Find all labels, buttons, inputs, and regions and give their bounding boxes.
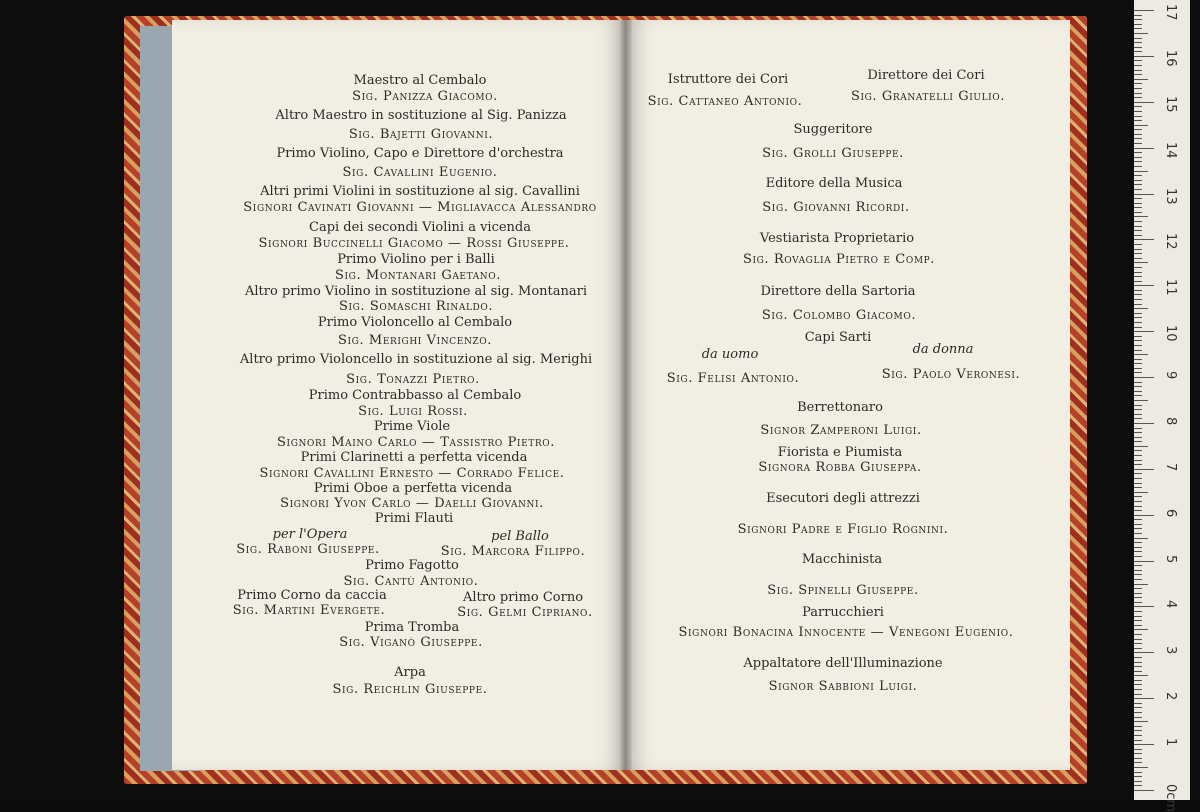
ruler-tick (1134, 680, 1142, 681)
left-page-line: Primo Violino, Capo e Direttore d'orchestra (276, 146, 564, 161)
right-page-line: Vestiarista Proprietario (759, 231, 915, 246)
ruler-tick (1134, 574, 1142, 575)
ruler-tick (1134, 313, 1142, 314)
ruler-number: 3 (1163, 646, 1178, 655)
ruler-tick (1134, 551, 1142, 552)
ruler-tick (1134, 606, 1154, 607)
ruler-tick (1134, 207, 1142, 208)
ruler-tick (1134, 790, 1154, 791)
left-page-line: Sig. Gelmi Cipriano. (457, 605, 593, 620)
left-page-line: Sig. Viganò Giuseppe. (339, 635, 483, 650)
ruler-tick (1134, 70, 1142, 71)
right-page-line: Fiorista e Piumista (777, 445, 903, 460)
measuring-ruler (1134, 0, 1190, 812)
left-page-line: Sig. Cavallini Eugenio. (342, 165, 498, 180)
ruler-tick (1134, 524, 1142, 525)
ruler-tick (1134, 487, 1142, 488)
ruler-tick (1134, 198, 1142, 199)
right-page-line: Direttore della Sartoria (760, 284, 916, 299)
ruler-tick (1134, 588, 1142, 589)
ruler-tick (1134, 469, 1154, 470)
left-page-line: Signori Yvon Carlo — Daelli Giovanni. (280, 496, 544, 511)
right-page-line: Signori Bonacina Innocente — Venegoni Eugenio. (678, 625, 1014, 640)
ruler-tick (1134, 203, 1142, 204)
ruler-tick (1134, 216, 1148, 217)
ruler-tick (1134, 597, 1142, 598)
left-page-line: Sig. Bajetti Giovanni. (348, 127, 494, 142)
ruler-tick (1134, 354, 1148, 355)
ruler-tick (1134, 437, 1142, 438)
left-page-line: Primo Violino per i Balli (337, 252, 495, 267)
left-page-line: Sig. Reichlin Giuseppe. (332, 682, 488, 697)
ruler-tick (1134, 405, 1142, 406)
left-page-line: Sig. Cantù Antonio. (343, 574, 479, 589)
left-page-line: Arpa (394, 665, 426, 680)
ruler-tick (1134, 377, 1154, 378)
ruler-tick (1134, 83, 1142, 84)
ruler-tick (1134, 547, 1142, 548)
ruler-tick (1134, 460, 1142, 461)
ruler-tick (1134, 538, 1148, 539)
ruler-tick (1134, 10, 1154, 11)
ruler-tick (1134, 235, 1142, 236)
ruler-tick (1134, 171, 1148, 172)
ruler-tick (1134, 382, 1142, 383)
ruler-tick (1134, 340, 1142, 341)
ruler-tick (1134, 611, 1142, 612)
left-page-line: Altro primo Violoncello in sostituzione al sig. Merighi (239, 352, 593, 367)
ruler-number: 13 (1163, 187, 1178, 205)
right-page-line: Capi Sarti (804, 330, 872, 345)
ruler-tick (1134, 221, 1142, 222)
left-page-line: Sig. Raboni Giuseppe. (236, 542, 380, 557)
ruler-tick (1134, 418, 1142, 419)
ruler-tick (1134, 423, 1154, 424)
ruler-tick (1134, 666, 1142, 667)
ruler-tick (1134, 276, 1142, 277)
ruler-tick (1134, 432, 1142, 433)
ruler-tick (1134, 721, 1148, 722)
ruler-tick (1134, 166, 1142, 167)
ruler-number: 8 (1163, 416, 1178, 426)
left-page-line: Signori Maino Carlo — Tassistro Pietro. (277, 435, 555, 450)
ruler-tick (1134, 134, 1142, 135)
ruler-tick (1134, 675, 1148, 676)
ruler-tick (1134, 272, 1142, 273)
ruler-tick (1134, 730, 1142, 731)
ruler-tick (1134, 65, 1142, 66)
right-page-line: Macchinista (801, 552, 883, 567)
ruler-tick (1134, 24, 1142, 25)
left-page-line: Primo Corno da caccia (237, 588, 387, 603)
ruler-tick (1134, 175, 1142, 176)
left-page-line: Primo Contrabbasso al Cembalo (308, 388, 522, 403)
ruler-tick (1134, 106, 1142, 107)
right-page-line: Appaltatore dell'Illuminazione (743, 656, 943, 671)
ruler-tick (1134, 707, 1142, 708)
ruler-tick (1134, 74, 1142, 75)
ruler-tick (1134, 15, 1142, 16)
ruler-tick (1134, 625, 1142, 626)
ruler-tick (1134, 152, 1142, 153)
right-page-line: Sig. Spinelli Giuseppe. (767, 583, 919, 598)
ruler-tick (1134, 556, 1142, 557)
ruler-tick (1134, 47, 1142, 48)
left-page-line: Sig. Panizza Giacomo. (352, 89, 498, 104)
ruler-tick (1134, 331, 1154, 332)
ruler-tick (1134, 639, 1142, 640)
ruler-tick (1134, 506, 1142, 507)
left-page (172, 20, 626, 770)
right-page-line: Sig. Felisi Antonio. (666, 371, 800, 386)
ruler-tick (1134, 602, 1142, 603)
ruler-tick (1134, 652, 1154, 653)
ruler-tick (1134, 161, 1142, 162)
ruler-number: 17 (1163, 4, 1178, 21)
left-page-line: Altro primo Corno (462, 590, 584, 605)
ruler-tick (1134, 19, 1142, 20)
ruler-number: 9 (1163, 371, 1178, 380)
ruler-number: 5 (1163, 554, 1178, 563)
left-page-line: Capi dei secondi Violini a vicenda (309, 220, 531, 235)
ruler-tick (1134, 368, 1142, 369)
ruler-tick (1134, 455, 1142, 456)
ruler-tick (1134, 42, 1142, 43)
ruler-tick (1134, 304, 1142, 305)
ruler-tick (1134, 533, 1142, 534)
ruler-tick (1134, 285, 1154, 286)
ruler-number: 7 (1163, 462, 1178, 472)
ruler-tick (1134, 528, 1142, 529)
ruler-tick (1134, 372, 1142, 373)
ruler-tick (1134, 51, 1142, 52)
ruler-tick (1134, 322, 1142, 323)
left-page-line: Sig. Marcora Filippo. (440, 544, 586, 559)
ruler-tick (1134, 212, 1142, 213)
right-page-line: Signora Robba Giuseppa. (758, 460, 922, 475)
ruler-tick (1134, 189, 1142, 190)
ruler-tick (1134, 740, 1142, 741)
ruler-tick (1134, 762, 1142, 763)
ruler-tick (1134, 60, 1142, 61)
ruler-tick (1134, 698, 1154, 699)
ruler-tick (1134, 184, 1142, 185)
ruler-number: 6 (1163, 508, 1178, 517)
ruler-tick (1134, 561, 1154, 562)
ruler-tick (1134, 767, 1148, 768)
ruler-number: 16 (1163, 49, 1178, 67)
ruler-tick (1134, 496, 1142, 497)
ruler-tick (1134, 616, 1142, 617)
right-page-line: Sig. Colombo Giacomo. (761, 308, 917, 323)
right-page-line: Istruttore dei Cori (667, 72, 789, 87)
ruler-tick (1134, 441, 1142, 442)
ruler-tick (1134, 129, 1142, 130)
ruler-tick (1134, 294, 1142, 295)
ruler-tick (1134, 414, 1142, 415)
ruler-tick (1134, 226, 1142, 227)
ruler-tick (1134, 570, 1142, 571)
ruler-tick (1134, 93, 1142, 94)
ruler-number: 12 (1163, 233, 1178, 250)
ruler-tick (1134, 629, 1148, 630)
ruler-tick (1134, 386, 1142, 387)
ruler-tick (1134, 510, 1142, 511)
left-page-line: Primo Violoncello al Cembalo (317, 315, 513, 330)
ruler-tick (1134, 689, 1142, 690)
left-page-line: Sig. Luigi Rossi. (358, 404, 468, 419)
ruler-tick (1134, 33, 1148, 34)
ruler-tick (1134, 634, 1142, 635)
ruler-tick (1134, 671, 1142, 672)
ruler-tick (1134, 253, 1142, 254)
ruler-tick (1134, 336, 1142, 337)
ruler-tick (1134, 446, 1148, 447)
right-page-line: Sig. Paolo Veronesi. (881, 367, 1021, 382)
ruler-tick (1134, 726, 1142, 727)
ruler-tick (1134, 776, 1142, 777)
right-page-line: Sig. Granatelli Giulio. (850, 89, 1006, 104)
ruler-tick (1134, 515, 1154, 516)
ruler-tick (1134, 281, 1142, 282)
ruler-tick (1134, 744, 1154, 745)
left-page-line: Primo Fagotto (365, 558, 459, 573)
right-page-line: Sig. Cattaneo Antonio. (647, 94, 803, 109)
right-page-line: Berrettonaro (797, 400, 883, 415)
left-page-line: pel Ballo (491, 529, 549, 544)
ruler-tick (1134, 359, 1142, 360)
ruler-tick (1134, 712, 1142, 713)
ruler-number: 11 (1163, 279, 1178, 296)
ruler-tick (1134, 350, 1142, 351)
right-page-line: Parrucchieri (802, 605, 884, 620)
right-page-line: Signor Sabbioni Luigi. (768, 679, 918, 694)
ruler-number: 1 (1163, 738, 1178, 747)
ruler-tick (1134, 593, 1142, 594)
ruler-number: 14 (1163, 141, 1178, 159)
left-page-line: Altro Maestro in sostituzione al Sig. Panizza (275, 108, 567, 123)
ruler-tick (1134, 483, 1142, 484)
ruler-tick (1134, 262, 1148, 263)
left-page-line: Prima Tromba (364, 620, 460, 635)
ruler-tick (1134, 772, 1142, 773)
left-page-line: Primi Oboe a perfetta vicenda (313, 481, 513, 496)
ruler-tick (1134, 102, 1154, 103)
ruler-tick (1134, 400, 1148, 401)
left-page-line: Altro primo Violino in sostituzione al sig. Montanari (245, 284, 587, 299)
right-page-line: Suggeritore (793, 122, 873, 137)
ruler-tick (1134, 478, 1142, 479)
ruler-tick (1134, 684, 1142, 685)
ruler-tick (1134, 753, 1142, 754)
left-page-line: Signori Cavinati Giovanni — Migliavacca Alessandro (243, 200, 597, 215)
ruler-tick (1134, 542, 1142, 543)
right-page-line: da uomo (701, 347, 759, 362)
left-page-line: Sig. Martini Evergete. (232, 603, 386, 618)
ruler-tick (1134, 258, 1142, 259)
ruler-tick (1134, 267, 1142, 268)
ruler-number: 2 (1163, 692, 1178, 701)
ruler-tick (1134, 116, 1142, 117)
ruler-tick (1134, 157, 1142, 158)
ruler-tick (1134, 657, 1142, 658)
right-page-line: Signor Zamperoni Luigi. (760, 423, 922, 438)
ruler-tick (1134, 180, 1142, 181)
ruler-tick (1134, 244, 1142, 245)
ruler-tick (1134, 143, 1142, 144)
left-page-line: Signori Buccinelli Giacomo — Rossi Giuseppe. (258, 236, 570, 251)
ruler-number: 15 (1163, 95, 1178, 113)
ruler-tick (1134, 492, 1148, 493)
ruler-tick (1134, 327, 1142, 328)
left-page-line: Primi Clarinetti a perfetta vicenda (300, 450, 528, 465)
ruler-tick (1134, 735, 1142, 736)
ruler-tick (1134, 230, 1142, 231)
ruler-tick (1134, 317, 1142, 318)
ruler-tick (1134, 363, 1142, 364)
book-gutter (620, 20, 632, 770)
right-page-line: Sig. Rovaglia Pietro e Comp. (742, 252, 936, 267)
ruler-tick (1134, 138, 1142, 139)
ruler-tick (1134, 290, 1142, 291)
ruler-tick (1134, 694, 1142, 695)
left-page-line: Sig. Somaschi Rinaldo. (338, 299, 494, 314)
ruler-tick (1134, 662, 1142, 663)
ruler-tick (1134, 473, 1142, 474)
ruler-tick (1134, 391, 1142, 392)
ruler-tick (1134, 450, 1142, 451)
ruler-tick (1134, 395, 1142, 396)
ruler-tick (1134, 299, 1142, 300)
right-page-line: Signori Padre e Figlio Rognini. (737, 522, 949, 537)
right-page-line: Direttore dei Cori (867, 68, 985, 83)
ruler-tick (1134, 620, 1142, 621)
ruler-tick (1134, 79, 1148, 80)
ruler-tick (1134, 345, 1142, 346)
ruler-tick (1134, 409, 1142, 410)
right-page (626, 20, 1070, 770)
ruler-tick (1134, 111, 1142, 112)
left-page-line: Prime Viole (373, 419, 451, 434)
left-page-line: Sig. Tonazzi Pietro. (346, 372, 480, 387)
ruler-tick (1134, 584, 1148, 585)
left-page-line: per l'Opera (272, 527, 348, 542)
right-page-line: Editore della Musica (765, 176, 903, 191)
ruler-number: 10 (1163, 325, 1178, 342)
left-page-line: Maestro al Cembalo (353, 73, 487, 88)
ruler-tick (1134, 758, 1142, 759)
right-page-line: Sig. Giovanni Ricordi. (762, 200, 910, 215)
ruler-tick (1134, 749, 1142, 750)
ruler-tick (1134, 194, 1154, 195)
ruler-tick (1134, 501, 1142, 502)
right-page-line: Sig. Grolli Giuseppe. (762, 146, 904, 161)
ruler-tick (1134, 56, 1154, 57)
left-page-line: Signori Cavallini Ernesto — Corrado Felice. (259, 466, 565, 481)
ruler-tick (1134, 249, 1142, 250)
ruler-tick (1134, 648, 1142, 649)
ruler-tick (1134, 97, 1142, 98)
ruler-tick (1134, 239, 1154, 240)
ruler-tick (1134, 643, 1142, 644)
ruler-tick (1134, 38, 1142, 39)
ruler-tick (1134, 565, 1142, 566)
ruler-tick (1134, 781, 1142, 782)
ruler-number: 4 (1163, 600, 1178, 609)
left-page-line: Primi Flauti (374, 511, 454, 526)
ruler-tick (1134, 579, 1142, 580)
right-page-line: Esecutori degli attrezzi (766, 491, 920, 506)
ruler-tick (1134, 428, 1142, 429)
ruler-tick (1134, 717, 1142, 718)
ruler-tick (1134, 785, 1142, 786)
ruler-tick (1134, 519, 1142, 520)
left-page-line: Sig. Montanari Gaetano. (335, 268, 501, 283)
ruler-tick (1134, 28, 1142, 29)
ruler-tick (1134, 148, 1154, 149)
ruler-tick (1134, 464, 1142, 465)
ruler-tick (1134, 120, 1142, 121)
ruler-tick (1134, 308, 1148, 309)
ruler-tick (1134, 88, 1142, 89)
right-page-line: da donna (912, 342, 974, 357)
left-page-line: Sig. Merighi Vincenzo. (338, 333, 492, 348)
ruler-tick (1134, 125, 1148, 126)
ruler-tick (1134, 703, 1142, 704)
ruler-number: 0cm (1163, 784, 1178, 812)
left-page-line: Altri primi Violini in sostituzione al sig. Cavallini (260, 184, 580, 199)
